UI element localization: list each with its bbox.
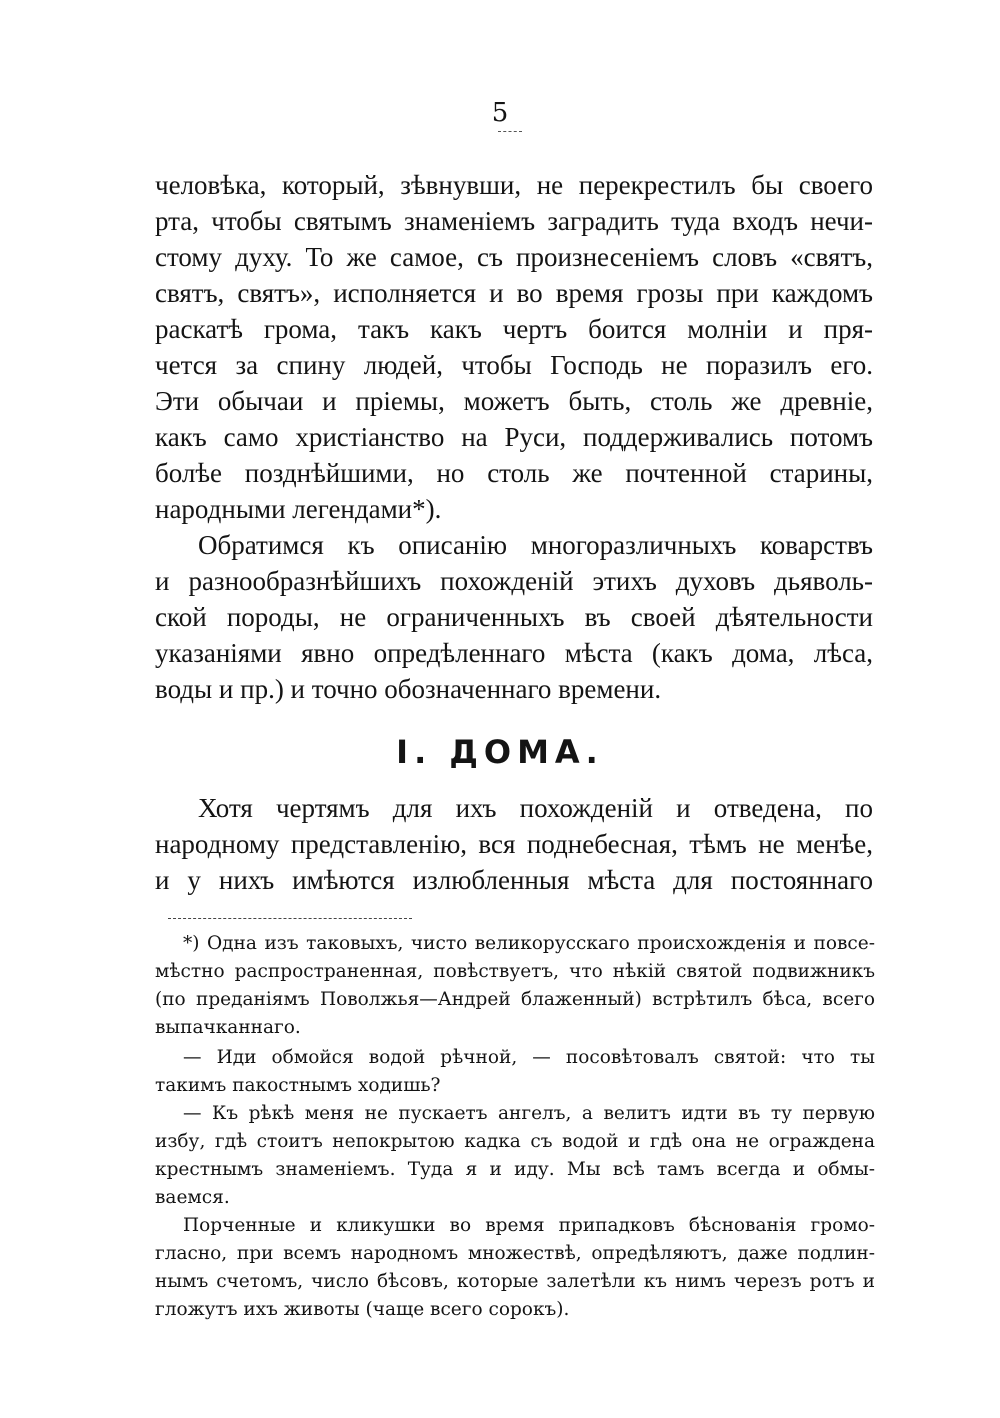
- body-line: ской породы, не ограниченныхъ въ своей дѣятельности: [155, 602, 873, 632]
- body-line: рта, чтобы святымъ знаменіемъ заградить туда входъ нечи-: [155, 206, 873, 236]
- body-line: какъ само христіанство на Руси, поддерживались потомъ: [155, 422, 873, 452]
- footnote-line: нымъ счетомъ, число бѣсовъ, которые залетѣли къ нимъ черезъ ротъ и: [155, 1271, 875, 1292]
- footnote-rule: [168, 918, 412, 919]
- footnote-line: гложутъ ихъ животы (чаще всего сорокъ).: [155, 1299, 570, 1320]
- body-line: болѣе позднѣйшими, но столь же почтенной старины,: [155, 458, 873, 488]
- footnote-line: — Иди обмойся водой рѣчной, — посовѣтовалъ святой: что ты: [183, 1047, 875, 1068]
- body-line: указаніями явно опредѣленнаго мѣста (какъ дома, лѣса,: [155, 638, 873, 668]
- body-line: святъ, святъ», исполняется и во время грозы при каждомъ: [155, 278, 873, 308]
- body-line: Эти обычаи и пріемы, можетъ быть, столь же древніе,: [155, 386, 873, 416]
- footnote-line: выпачканнаго.: [155, 1017, 301, 1038]
- section-line: Хотя чертямъ для ихъ похожденій и отведена, по: [198, 793, 873, 823]
- body-line: и разнообразнѣйшихъ похожденій этихъ духовъ дьяволь-: [155, 566, 873, 596]
- page-number-rule: [498, 131, 522, 132]
- footnote-line: (по преданіямъ Поволжья—Андрей блаженный) встрѣтилъ бѣса, всего: [155, 989, 875, 1010]
- body-line: человѣка, который, зѣвнувши, не перекрестилъ бы своего: [155, 170, 873, 200]
- footnote-line: крестнымъ знаменіемъ. Туда я и иду. Мы всѣ тамъ всегда и обмы-: [155, 1159, 875, 1180]
- section-line: народному представленію, вся поднебесная, тѣмъ не менѣе,: [155, 829, 873, 859]
- body-line: воды и пр.) и точно обозначеннаго времени.: [155, 674, 662, 704]
- footnote-line: мѣстно распространенная, повѣствуетъ, что нѣкій святой подвижникъ: [155, 961, 875, 982]
- footnote-line: Порченные и кликушки во время припадковъ бѣснованія громо-: [183, 1215, 875, 1236]
- footnote-line: избу, гдѣ стоитъ непокрытою кадка съ водой и гдѣ она не ограждена: [155, 1131, 875, 1152]
- body-line: Обратимся къ описанію многоразличныхъ коварствъ: [198, 530, 873, 560]
- footnote-line: ваемся.: [155, 1187, 230, 1208]
- footnote-line: такимъ пакостнымъ ходишь?: [155, 1075, 441, 1096]
- section-line: и у нихъ имѣются излюбленныя мѣста для постояннаго: [155, 865, 873, 895]
- section-heading: I. ДОМА.: [396, 733, 604, 771]
- body-line: раскатѣ грома, такъ какъ чертъ боится молніи и пря-: [155, 314, 873, 344]
- body-line: чется за спину людей, чтобы Господь не поразилъ его.: [155, 350, 873, 380]
- body-line: стому духу. То же самое, съ произнесеніемъ словъ «святъ,: [155, 242, 873, 272]
- footnote-line: гласно, при всемъ народномъ множествѣ, опредѣляютъ, даже подлин-: [155, 1243, 875, 1264]
- footnote-line: *) Одна изъ таковыхъ, чисто великорусскаго происхожденія и повсе-: [183, 933, 875, 954]
- page-number: 5: [491, 98, 509, 128]
- body-line: народными легендами*).: [155, 494, 442, 524]
- footnote-line: — Къ рѣкѣ меня не пускаетъ ангелъ, а велитъ идти въ ту первую: [183, 1103, 875, 1124]
